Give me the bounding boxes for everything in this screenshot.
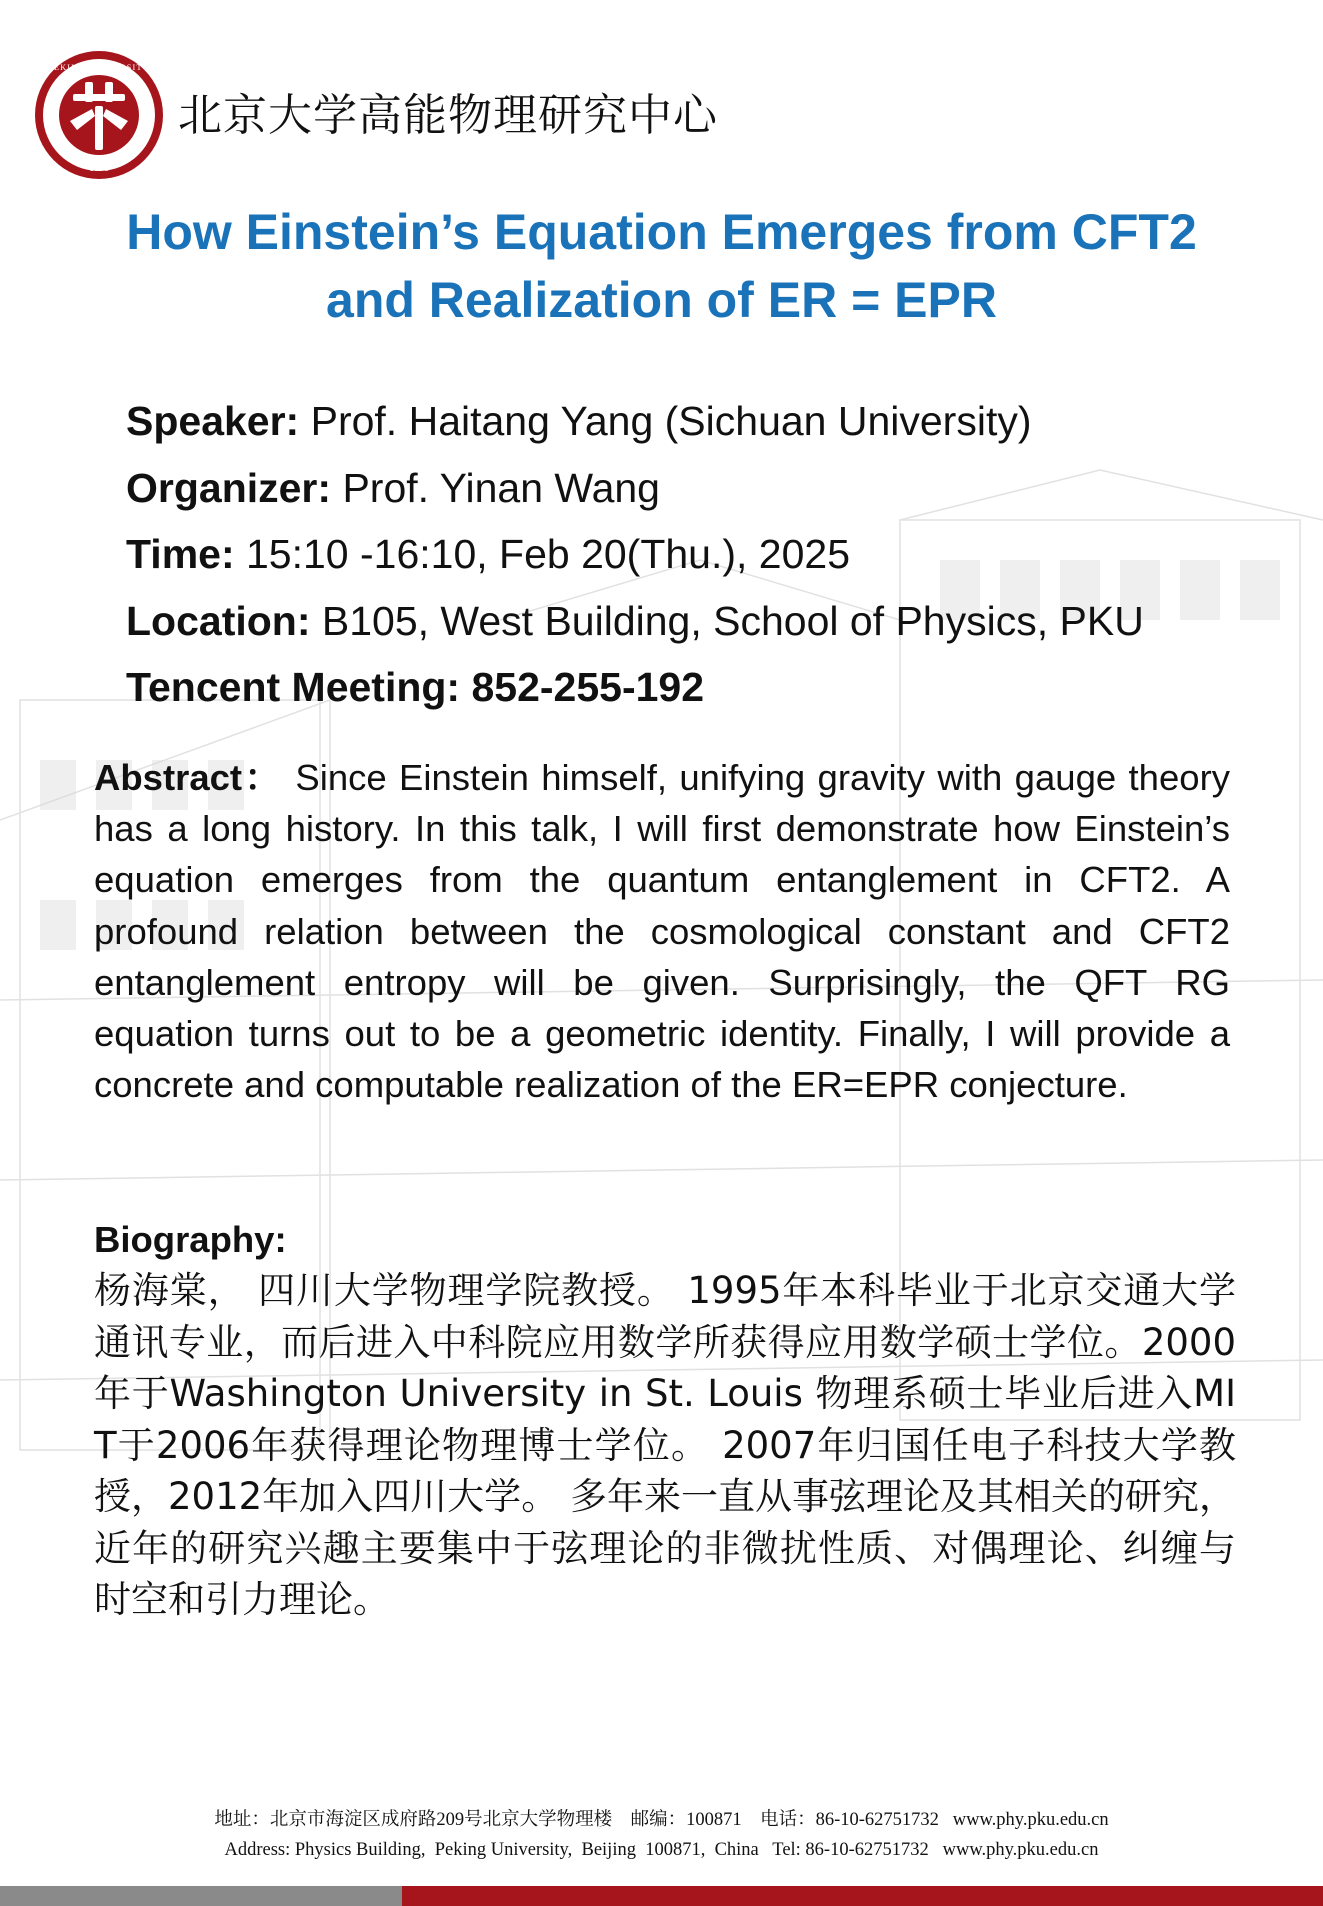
footer-address-en: Address: Physics Building, Peking University, Beijing 100871, China Tel: 86-10-62751732 www.phy.pku.edu.cn: [224, 1840, 1099, 1860]
speaker-row: [126, 388, 1276, 455]
talk-title: [0, 198, 1323, 334]
logo-year: 1898: [89, 163, 109, 174]
location-value: B105, West Building, School of Physics, PKU: [310, 597, 1144, 644]
footer-address: [0, 1805, 1323, 1865]
location-label: Location:: [126, 597, 311, 644]
time-value: 15:10 -16:10, Feb 20(Thu.), 2025: [234, 531, 851, 577]
abstract-text: Since Einstein himself, unifying gravity with gauge theory has a long history. In this talk, I will first demonstrate how Einstein’s equation emerges from the quantum entanglement in CFT2. A profound relation between the cosmological constant and CFT2 entanglement entropy will be given. Surprisingly, the QFT RG equation turns out to be a geometric identity. Finally, I will provide a concrete and computable realization of the ER=EPR conjecture.: [94, 757, 1230, 1106]
footer-bar-gray: [0, 1886, 402, 1906]
speaker-value: Prof. Haitang Yang (Sichuan University): [299, 398, 1032, 444]
location-row: [126, 588, 1276, 655]
abstract: [94, 752, 1230, 1110]
institute-name: 北京大学高能物理研究中心: [178, 90, 718, 141]
abstract-label: Abstract：: [94, 757, 284, 798]
talk-title-line-1: How Einstein’s Equation Emerges from CFT2: [126, 204, 1197, 260]
organizer-label: Organizer:: [126, 464, 332, 511]
pku-logo: [32, 48, 166, 182]
talk-info: [126, 388, 1276, 721]
speaker-label: Speaker:: [126, 398, 300, 444]
time-label: Time:: [126, 531, 235, 577]
footer-bar-red: [402, 1886, 1323, 1906]
organizer-row: [126, 455, 1276, 522]
time-row: [126, 521, 1276, 588]
logo-seal-text: PEKING UNIVERSITY: [48, 63, 150, 72]
footer-address-cn: 地址：北京市海淀区成府路209号北京大学物理楼 邮编：100871 电话：86-10-62751732 www.phy.pku.edu.cn: [214, 1810, 1109, 1830]
meeting-row: [126, 654, 1276, 721]
biography-heading: Biography:: [94, 1219, 287, 1260]
meeting-label: Tencent Meeting: 852-255-192: [126, 664, 705, 710]
organizer-value: Prof. Yinan Wang: [331, 464, 660, 511]
biography-text: 杨海棠， 四川大学物理学院教授。 1995年本科毕业于北京交通大学通讯专业，而后进入中科院应用数学所获得应用数学硕士学位。2000年于Washington University in St. Louis 物理系硕士毕业后进入MIT于2006年获得理论物理博士学位。 2007年归国任电子科技大学教授，2012年加入四川大学。 多年来一直从事弦理论及其相关的研究，近年的研究兴趣主要集中于弦理论的非微扰性质、对偶理论、纠缠与时空和引力理论。: [94, 1269, 1236, 1621]
talk-title-line-2: and Realization of ER = EPR: [326, 272, 997, 328]
